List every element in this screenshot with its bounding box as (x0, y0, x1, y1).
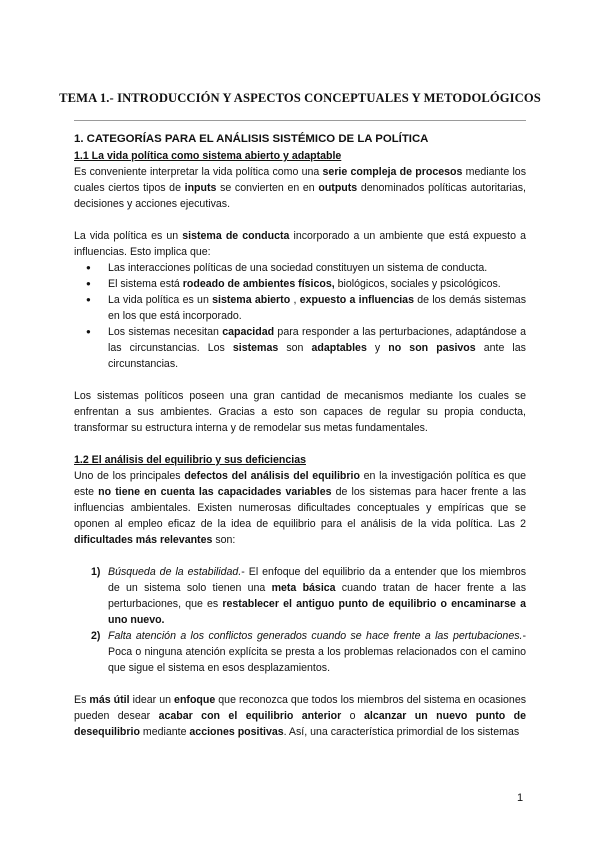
list-item: 1) Búsqueda de la estabilidad.- El enfoque del equilibrio da a entender que los miembros de un sistema solo tienen una meta básica cuando tratan de hacer frente a las perturbaciones, que es restablecer el antiguo punto de equilibrio o encaminarse a uno nuevo. (91, 566, 526, 626)
list-item: ● Las interacciones políticas de una sociedad constituyen un sistema de conducta. (74, 260, 526, 276)
list-item: ● El sistema está rodeado de ambientes físicos, biológicos, sociales y psicológicos. (74, 276, 526, 292)
paragraph-defectos-equilibrio: Uno de los principales defectos del análisis del equilibrio en la investigación política es que este no tiene en cuenta las capacidades variables de los sistemas para hacer frente a las influencias ambientales. Existen numerosas dificultades conceptuales y empíricas que se oponen al empleo eficaz de la idea de equilibrio para el análisis de la vida política. Las 2 dificultades más relevantes son: (74, 470, 526, 546)
numbered-list (74, 564, 526, 676)
page-number: 1 (517, 792, 524, 804)
subsection-1-1-heading: 1.1 La vida política como sistema abierto y adaptable (74, 150, 342, 162)
title-divider (74, 120, 526, 121)
document-body (74, 131, 526, 740)
paragraph-enfoque-util: Es más útil idear un enfoque que reconozca que todos los miembros del sistema en ocasiones pueden desear acabar con el equilibrio anterior o alcanzar un nuevo punto de desequilibrio mediante acciones positivas. Así, una característica primordial de los sistemas (74, 694, 527, 738)
list-item: ● La vida política es un sistema abierto , expuesto a influencias de los demás sistemas en los que está incorporado. (74, 292, 526, 324)
list-item: 2) Falta atención a los conflictos generados cuando se hace frente a las pertubaciones.- Poca o ninguna atención explícita se presta a los problemas relacionados con el camino que sigue el sistema en esos desplazamientos. (91, 630, 526, 674)
list-item: ● Los sistemas necesitan capacidad para responder a las perturbaciones, adaptándose a las circunstancias. Los sistemas son adaptables y no son pasivos ante las circunstancias. (74, 324, 526, 372)
paragraph-sistema-conducta: La vida política es un sistema de conducta incorporado a un ambiente que está expuesto a influencias. Esto implica que: (74, 230, 526, 258)
paragraph-procesos: Es conveniente interpretar la vida política como una serie compleja de procesos mediante los cuales ciertos tipos de inputs se convierten en en outputs denominados políticas autoritarias, decisiones y acciones ejecutivas. (74, 166, 526, 210)
document-title: TEMA 1.- INTRODUCCIÓN Y ASPECTOS CONCEPTUALES Y METODOLÓGICOS (59, 91, 541, 105)
paragraph-mecanismos: Los sistemas políticos poseen una gran cantidad de mecanismos mediante los cuales se enfrentan a sus ambientes. Gracias a esto son capaces de regular su propia conducta, transformar su estructura interna y de remodelar sus metas fundamentales. (74, 390, 526, 434)
bullet-list (74, 260, 526, 372)
section-1-heading: 1. CATEGORÍAS PARA EL ANÁLISIS SISTÉMICO DE LA POLÍTICA (74, 133, 429, 145)
subsection-1-2-heading: 1.2 El análisis del equilibrio y sus deficiencias (74, 454, 306, 466)
